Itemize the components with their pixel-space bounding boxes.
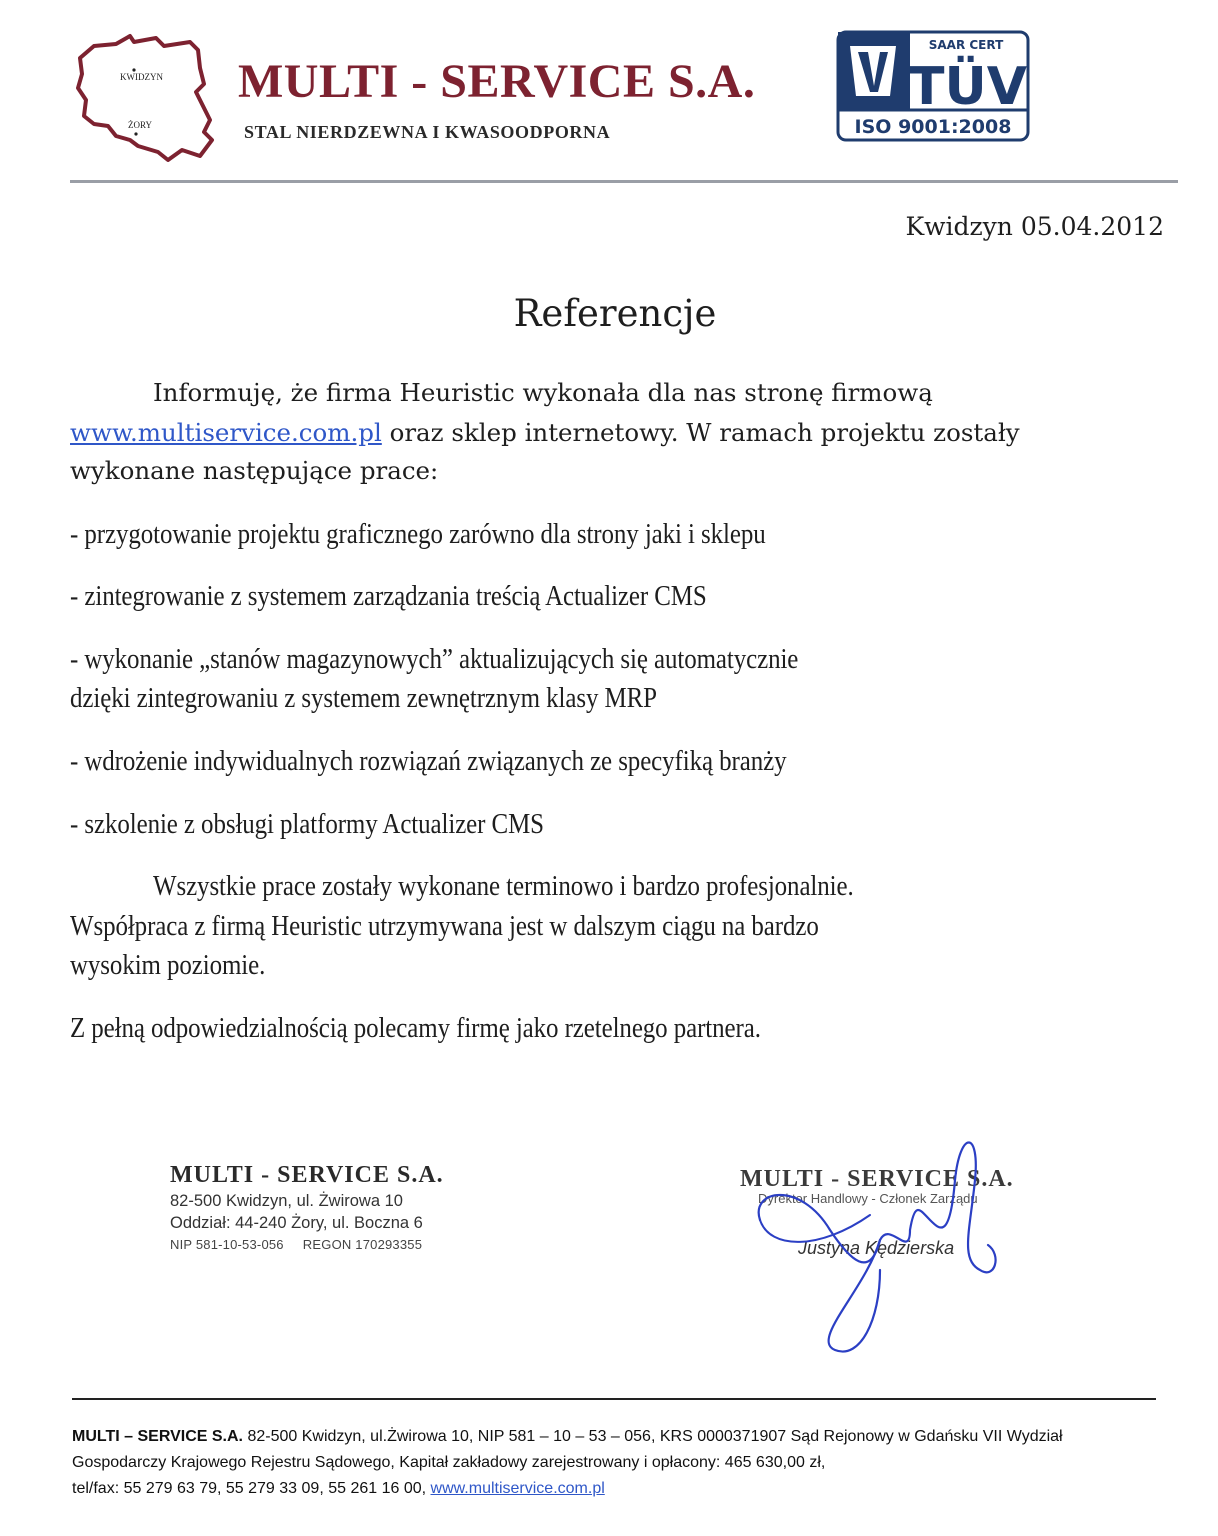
work-item-continuation: dzięki zintegrowaniu z systemem zewnętrznym klasy MRP [70, 682, 657, 714]
letter-title: Referencje [513, 292, 717, 335]
company-stamp [170, 1162, 490, 1252]
footer-divider [72, 1398, 1156, 1400]
company-name: MULTI - SERVICE S.A. [238, 55, 756, 108]
footer-phones: tel/fax: 55 279 63 79, 55 279 33 09, 55 261 16 00, [72, 1480, 431, 1497]
work-item: - zintegrowanie z systemem zarządzania treścią Actualizer CMS [70, 580, 707, 612]
recommendation: Z pełną odpowiedzialnością polecamy firmę jako rzetelnego partnera. [70, 1012, 761, 1044]
place-and-date: Kwidzyn 05.04.2012 [905, 212, 1164, 241]
tuv-iso-certificate-logo [836, 30, 1030, 142]
footer-line-2: Gospodarczy Krajowego Rejestru Sądowego, Kapitał zakładowy zarejestrowany i opłacony: 465 630,00 zł, [72, 1454, 826, 1471]
signer-name: Justyna Kędzierska [798, 1238, 955, 1258]
stamp-ids: NIP 581-10-53-056 REGON 170293355 [170, 1237, 423, 1252]
stamp-address: 82-500 Kwidzyn, ul. Żwirowa 10 [170, 1192, 403, 1210]
cert-standard: ISO 9001:2008 [854, 116, 1012, 138]
signer-stamp-company: MULTI - SERVICE S.A. [740, 1166, 1014, 1192]
stamp-company-name: MULTI - SERVICE S.A. [170, 1162, 444, 1188]
work-item: - przygotowanie projektu graficznego zarówno dla strony jaki i sklepu [70, 518, 766, 550]
footer-line-3 [72, 1476, 1182, 1502]
cert-mark: TÜV [909, 57, 1027, 117]
logo-city-zory: ŻORY [128, 120, 153, 130]
intro-line-1: Informuję, że firma Heuristic wykonała dla nas stronę firmową [153, 378, 933, 407]
website-link[interactable]: www.multiservice.com.pl [70, 418, 382, 447]
footer-website-link[interactable]: www.multiservice.com.pl [430, 1480, 605, 1497]
intro-line-3: wykonane następujące prace: [70, 456, 439, 485]
handwritten-signature [740, 1120, 1040, 1360]
intro-line-2-text: oraz sklep internetowy. W ramach projektu zostały [381, 418, 1020, 447]
logo-city-kwidzyn: KWIDZYN [120, 72, 163, 82]
header-divider [70, 180, 1178, 183]
letterhead-footer [72, 1424, 1182, 1502]
company-tagline: STAL NIERDZEWNA I KWASOODPORNA [244, 122, 611, 142]
footer-company: MULTI – SERVICE S.A. [72, 1428, 243, 1445]
work-item: - wykonanie „stanów magazynowych” aktualizujących się automatycznie [70, 643, 799, 675]
closing-line-2: Współpraca z firmą Heuristic utrzymywana jest w dalszym ciągu na bardzo [70, 910, 819, 942]
work-item: - wdrożenie indywidualnych rozwiązań związanych ze specyfiką branży [70, 745, 787, 777]
closing-line-1: Wszystkie prace zostały wykonane terminowo i bardzo profesjonalnie. [153, 870, 854, 902]
footer-registration: 82-500 Kwidzyn, ul.Żwirowa 10, NIP 581 – 10 – 53 – 056, KRS 0000371907 Sąd Rejonowy w Gdańsku VII Wydział [243, 1428, 1063, 1445]
intro-line-2 [70, 418, 1020, 447]
signer-role: Dyrektor Handlowy - Członek Zarządu [758, 1191, 978, 1206]
cert-issuer: SAAR CERT [928, 38, 1004, 52]
closing-line-3: wysokim poziomie. [70, 949, 266, 981]
footer-line-1 [72, 1424, 1182, 1450]
poland-map-logo [72, 28, 218, 164]
work-item: - szkolenie z obsługi platformy Actualizer CMS [70, 808, 544, 840]
stamp-branch: Oddział: 44-240 Żory, ul. Boczna 6 [170, 1214, 423, 1232]
